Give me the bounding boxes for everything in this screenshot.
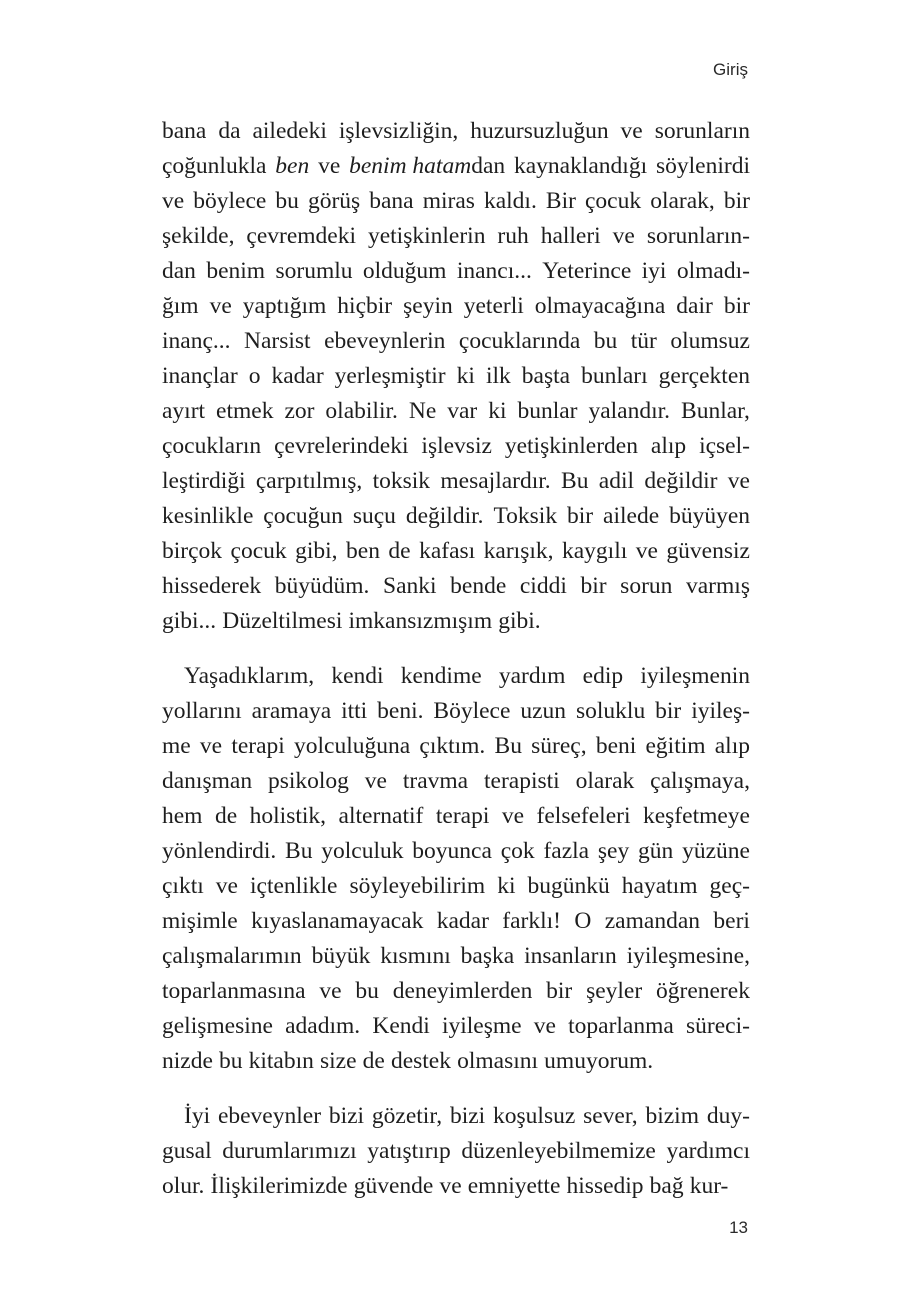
word: ve [215,873,238,899]
word: boyunca [412,838,492,864]
paragraph [162,114,750,639]
text-line [162,604,750,639]
word: psikolog [267,768,349,794]
word: sorunların- [646,223,750,249]
word: ve [533,1013,556,1039]
word: terapisti [483,768,560,794]
word: terapi [435,803,490,829]
word: adadım. [285,1013,361,1039]
word: kadar [436,908,489,934]
word: bağ [649,1173,684,1199]
word: İyi [184,1103,211,1129]
text-line [162,1044,750,1079]
word: edip [582,663,624,689]
word: değildir. [405,503,484,529]
word: toparlanma [568,1013,674,1039]
word: mişimle [162,908,238,934]
word: gusal [162,1138,212,1164]
word: ve [635,538,658,564]
word: büyük [311,943,371,969]
word: bir [567,503,594,529]
word: görüş [307,188,361,214]
word: olur. [162,1173,205,1199]
word: birçok [162,538,223,564]
word: ciddi [519,573,567,599]
word: çalışmalarımın [162,943,302,969]
word: İlişkilerimizde [210,1173,348,1199]
word: güvensiz [666,538,750,564]
word: içtenlikle [250,873,338,899]
word: alıp [650,433,687,459]
word: size [320,1048,357,1074]
text-line [162,254,750,289]
word: çevrelerindeki [274,433,409,459]
word: güvende [353,1173,434,1199]
word: içsel- [699,433,750,459]
word: danışman [162,768,253,794]
word: beri [713,908,750,934]
word: inançlar [162,363,238,389]
word: tür [630,328,657,354]
word: ve [364,768,387,794]
word: deneyimlerden [392,978,533,1004]
word: gibi, [295,538,338,564]
word-suffix: dan [471,153,506,179]
word: yetişkinlerden [504,433,638,459]
word: eğitim [645,733,706,759]
word: da [218,118,241,144]
word: destek [390,1048,451,1074]
text-line [162,1169,750,1204]
word: düzenleyebilmemize [461,1138,656,1164]
word: adil [598,468,635,494]
text-line [162,694,750,729]
word: ve [209,293,232,319]
word: beni [595,733,637,759]
word: çocuklarında [458,328,581,354]
word: çocukların [162,433,262,459]
word: şeyler [586,978,643,1004]
word: bir [723,188,750,214]
word: çok [500,838,535,864]
word: bugünkü [527,873,610,899]
word: bu [275,188,299,214]
word: ruh [497,223,529,249]
word: şey [597,838,630,864]
word: bu [355,978,379,1004]
word: bu [219,1048,243,1074]
word: ve [162,188,185,214]
word: inanç... [162,328,231,354]
word: keşfetmeye [642,803,750,829]
word: ve [439,1173,462,1199]
word: zamandan [604,908,701,934]
text-line [162,1134,750,1169]
word: ve [620,118,643,144]
word: Narsist [244,328,311,354]
word: olabilir. [325,398,398,424]
text-line [162,149,750,184]
word: me [162,733,191,759]
word: ilk [485,363,511,389]
word: iyi [641,258,667,284]
word: süreç, [531,733,587,759]
word: kaldı. [483,188,537,214]
page-number: 13 [729,1218,748,1237]
word: iyileşmesine, [626,943,750,969]
text-line [162,939,750,974]
word: toparlanmasına [162,978,306,1004]
text-line [162,904,750,939]
word: yollarını [162,698,242,724]
word: travma [402,768,469,794]
word: ki [488,398,507,424]
word [275,149,309,184]
word: nizde [162,1048,213,1074]
word: gelişmesine [162,1013,273,1039]
text-line [162,1099,750,1134]
word: yolculuğuna [294,733,411,759]
word: duy- [706,1103,750,1129]
word: de [388,538,411,564]
word: böylece [193,188,267,214]
word: kısmını [380,943,451,969]
word: ebeveynlerin [324,328,446,354]
word: kesinlikle [162,503,254,529]
word: hayatım [621,873,698,899]
word: yalandır. [588,398,671,424]
word: başta [521,363,571,389]
word: olmasını [457,1048,539,1074]
word: işlevsizliğin, [338,118,459,144]
word: karışık, [483,538,554,564]
word: Bu [561,468,589,494]
word: de [214,803,238,829]
word: bunları [581,363,648,389]
word: imkansızmışım [348,608,493,634]
word: benim [206,258,266,284]
word: bir [580,573,607,599]
word: ve [727,468,750,494]
word: gibi. [498,608,541,634]
word: kadar [271,363,324,389]
word: yönlendirdi. [162,838,277,864]
word: ve [501,803,525,829]
word: çoğunlukla [162,153,267,179]
word: Yeterince [542,258,632,284]
word: Kendi [372,1013,430,1039]
word: söyleyebilirim [349,873,486,899]
word: hissederek [162,573,262,599]
word: umuyorum. [544,1048,654,1074]
word: ki [456,363,475,389]
word: durumlarımızı [222,1138,357,1164]
word: dan [162,258,196,284]
word: bir [723,293,750,319]
word: bana [369,188,414,214]
text-line [162,729,750,764]
word: yardımcı [666,1138,750,1164]
text-line [162,394,750,429]
word: şeyin [403,293,453,319]
word: fazla [543,838,590,864]
word: Düzeltilmesi [222,608,343,634]
word: koşulsuz [493,1103,576,1129]
word: çıktım. [419,733,486,759]
text-line [162,764,750,799]
word: alıp [714,733,750,759]
word: inancı... [456,258,532,284]
text-line [162,324,750,359]
word: Bunlar, [681,398,750,424]
word: ben [346,538,380,564]
word: süreci- [686,1013,750,1039]
word: ve [319,978,342,1004]
word: sorunların [654,118,750,144]
word: Sanki [383,573,437,599]
word: leştirdiği [162,468,246,494]
word: ve [612,223,635,249]
text-line [162,834,750,869]
word: ailedeki [252,118,327,144]
italic-word: benim hatam [349,153,472,179]
word: itti [341,698,368,724]
word: holistik, [249,803,327,829]
word [349,149,505,184]
word: Bir [545,188,576,214]
word: çalışmaya, [650,768,750,794]
word: bir [546,978,573,1004]
word: büyüdüm. [274,573,370,599]
word: değildir [644,468,718,494]
word: uzun [520,698,567,724]
word: olarak [575,768,635,794]
word: toksik [372,468,431,494]
word: kendi [331,663,384,689]
word: emniyette [467,1173,561,1199]
word: suçu [352,503,396,529]
text-line [162,569,750,604]
word: aramaya [251,698,332,724]
word: bizi [449,1103,486,1129]
word: çocuğun [263,503,343,529]
word: felsefeleri [536,803,631,829]
word: çıktı [162,873,204,899]
word: olduğum [362,258,447,284]
word: çocuk [230,538,287,564]
word: kur- [689,1173,729,1199]
word: gerçekten [658,363,750,389]
word: Ne [408,398,437,424]
word: bir [655,698,682,724]
word: yüzüne [682,838,750,864]
word: alternatif [338,803,424,829]
word: kitabın [248,1048,314,1074]
word: çocuk [585,188,642,214]
word: Böylece [433,698,511,724]
italic-word: ben [275,153,310,179]
word: miras [422,188,475,214]
word: ailede [603,503,660,529]
word: ebeveynler [217,1103,322,1129]
word: yatıştırıp [367,1138,451,1164]
word: kaynaklandığı [513,153,648,179]
text-line [162,464,750,499]
word: bu [593,328,618,354]
word: huzursuzluğun [470,118,609,144]
word: geç- [709,873,750,899]
word: çevremdeki [246,223,357,249]
word: sorun [620,573,673,599]
word: beni. [377,698,424,724]
word: yardım [498,663,566,689]
word: farklı! [502,908,562,934]
word: öğrenerek [656,978,750,1004]
word: bana [162,118,207,144]
word: yeterli [463,293,524,319]
text-line [162,184,750,219]
text-line [162,499,750,534]
text-line [162,219,750,254]
paragraph [162,659,750,1079]
word: sorumlu [275,258,353,284]
word: var [447,398,478,424]
word: hissedip [566,1173,644,1199]
body-text [162,114,750,1224]
text-line [162,114,750,149]
word: olumsuz [670,328,750,354]
word: de [362,1048,385,1074]
word: Yaşadıklarım, [184,663,315,689]
word: dair [676,293,713,319]
word: olmadı- [676,258,750,284]
text-line [162,869,750,904]
word: kaygılı [561,538,628,564]
word: o [248,363,261,389]
word: yetişkinlerin [367,223,486,249]
word: Bu [285,838,313,864]
running-header-title: Giriş [713,60,748,79]
word: gün [638,838,674,864]
word: ğım [162,293,199,319]
word: kafası [419,538,476,564]
word: bizi [328,1103,365,1129]
word: yolculuk [321,838,404,864]
text-line [162,534,750,569]
word: şekilde, [162,223,235,249]
word: gibi... [162,608,217,634]
text-line [162,1009,750,1044]
text-line [162,799,750,834]
text-line [162,974,750,1009]
word: iyileşmenin [640,663,750,689]
word: yerleşmiştir [334,363,446,389]
word: insanların [524,943,617,969]
word: bende [450,573,507,599]
word: terapi [231,733,285,759]
word: gözetir, [371,1103,443,1129]
word: mesajlardır. [440,468,551,494]
word: olarak, [650,188,715,214]
word: yaptığım [242,293,327,319]
text-line [162,359,750,394]
word: ki [497,873,516,899]
word: kıyaslanamayacak [251,908,424,934]
word: varmış [686,573,750,599]
word: Bu [494,733,522,759]
word: ve [318,153,341,179]
word: söylenirdi [655,153,750,179]
word: Toksik [493,503,558,529]
word: olmayacağına [534,293,666,319]
word: zor [284,398,315,424]
word: sever, [583,1103,638,1129]
word: kendime [400,663,482,689]
text-line [162,429,750,464]
word: ve [199,733,223,759]
word: bunlar [517,398,578,424]
word: hiçbir [337,293,393,319]
word: işlevsiz [421,433,492,459]
text-line [162,659,750,694]
word: O [574,908,592,934]
word: başka [460,943,515,969]
word: hem [162,803,203,829]
text-line [162,289,750,324]
word: iyileş- [691,698,750,724]
word: ayırt [162,398,206,424]
word: soluklu [575,698,646,724]
word: bizim [645,1103,699,1129]
word: iyileşme [441,1013,522,1039]
paragraph [162,1099,750,1204]
word: etmek [216,398,274,424]
word: çarpıtılmış, [255,468,363,494]
word: büyüyen [669,503,750,529]
word: halleri [540,223,601,249]
